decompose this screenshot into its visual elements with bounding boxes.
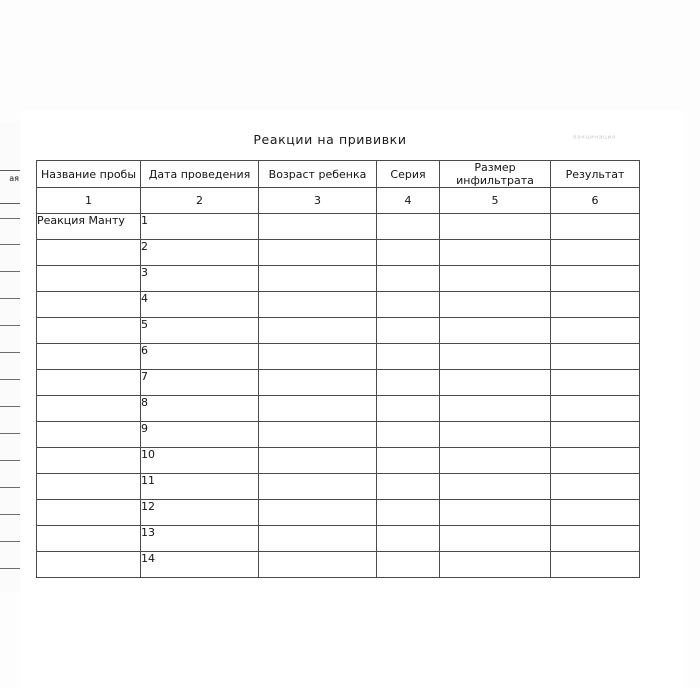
table-row [37,448,640,474]
table-row [37,526,640,552]
cell-child-age [259,474,377,500]
table-body [37,214,640,578]
cell-row-number: 3 [141,266,259,292]
cell-test-name [37,318,141,344]
cell-series [377,422,440,448]
cell-result [551,240,640,266]
table-column-number-row [37,188,640,214]
cell-row-number: 10 [141,448,259,474]
table-row [37,344,640,370]
cell-row-number: 8 [141,396,259,422]
column-header-date: Дата проведения [141,161,259,188]
cell-test-name [37,526,141,552]
page-title: Реакции на прививки [253,132,407,147]
cell-test-name [37,500,141,526]
cell-infiltrate-size [440,370,551,396]
column-header-infiltrate-size: Размер инфильтрата [440,161,551,188]
cell-result [551,552,640,578]
column-header-child-age: Возраст ребенка [259,161,377,188]
cell-test-name [37,344,141,370]
cell-test-name [37,292,141,318]
table-row [37,214,640,240]
cell-result [551,396,640,422]
cell-test-name [37,266,141,292]
cell-result [551,266,640,292]
cell-child-age [259,266,377,292]
cell-infiltrate-size [440,500,551,526]
cell-series [377,526,440,552]
cell-infiltrate-size [440,292,551,318]
cell-series [377,474,440,500]
column-number-3: 3 [259,188,377,214]
left-page-row-fragment [0,272,21,299]
left-page-row-fragment [0,218,21,245]
cell-child-age [259,318,377,344]
cell-result [551,526,640,552]
cell-child-age [259,344,377,370]
table-row [37,266,640,292]
cell-child-age [259,214,377,240]
cell-result [551,422,640,448]
column-header-series: Серия [377,161,440,188]
cell-test-name: Реакция Манту [37,214,141,240]
cell-series [377,240,440,266]
vaccination-reactions-table [36,160,640,578]
cell-test-name [37,240,141,266]
cell-row-number: 7 [141,370,259,396]
cell-row-number: 5 [141,318,259,344]
table-row [37,474,640,500]
table-row [37,396,640,422]
cell-infiltrate-size [440,448,551,474]
cell-child-age [259,448,377,474]
table-row [37,292,640,318]
cell-row-number: 6 [141,344,259,370]
table-header-row [37,161,640,188]
cell-result [551,344,640,370]
cell-row-number: 4 [141,292,259,318]
cell-series [377,370,440,396]
left-page-row-fragment [0,407,21,434]
cell-infiltrate-size [440,422,551,448]
cell-row-number: 2 [141,240,259,266]
column-number-2: 2 [141,188,259,214]
table-row [37,318,640,344]
page-bottom-edge [0,688,700,700]
column-header-result: Результат [551,161,640,188]
cell-test-name [37,396,141,422]
cell-row-number: 12 [141,500,259,526]
left-page-row-fragment [0,326,21,353]
column-number-4: 4 [377,188,440,214]
cell-series [377,500,440,526]
cell-child-age [259,422,377,448]
cell-infiltrate-size [440,214,551,240]
left-page-row-fragment [0,461,21,488]
left-page-row-fragment [0,488,21,515]
cell-result [551,448,640,474]
cell-infiltrate-size [440,526,551,552]
cell-result [551,292,640,318]
print-code-mark: вакцинация [572,134,616,141]
cell-result [551,214,640,240]
cell-row-number: 9 [141,422,259,448]
cell-result [551,474,640,500]
left-page-row-fragment [0,353,21,380]
cell-test-name [37,370,141,396]
cell-series [377,318,440,344]
cell-test-name [37,474,141,500]
table-row [37,422,640,448]
cell-row-number: 13 [141,526,259,552]
cell-infiltrate-size [440,318,551,344]
cell-child-age [259,240,377,266]
cell-result [551,318,640,344]
left-page-cell-fragment: ая [0,170,21,204]
table-row [37,500,640,526]
cell-infiltrate-size [440,396,551,422]
cell-series [377,292,440,318]
cell-test-name [37,448,141,474]
cell-row-number: 1 [141,214,259,240]
left-page-row-fragments [0,218,21,588]
left-page-row-fragment [0,299,21,326]
cell-child-age [259,552,377,578]
cell-series [377,344,440,370]
cell-result [551,370,640,396]
cell-row-number: 14 [141,552,259,578]
column-number-1: 1 [37,188,141,214]
cell-infiltrate-size [440,266,551,292]
cell-child-age [259,396,377,422]
table-row [37,552,640,578]
cell-infiltrate-size [440,474,551,500]
cell-test-name [37,552,141,578]
table-row [37,370,640,396]
left-page-row-fragment [0,380,21,407]
cell-child-age [259,370,377,396]
cell-test-name [37,422,141,448]
cell-child-age [259,500,377,526]
cell-infiltrate-size [440,344,551,370]
cell-series [377,266,440,292]
cell-series [377,214,440,240]
cell-result [551,500,640,526]
column-number-6: 6 [551,188,640,214]
cell-infiltrate-size [440,552,551,578]
left-page-row-fragment [0,542,21,569]
cell-series [377,448,440,474]
column-header-test-name: Название пробы [37,161,141,188]
left-page-row-fragment [0,245,21,272]
cell-row-number: 11 [141,474,259,500]
cell-series [377,552,440,578]
cell-child-age [259,526,377,552]
left-page-row-fragment [0,434,21,461]
cell-infiltrate-size [440,240,551,266]
column-number-5: 5 [440,188,551,214]
table-row [37,240,640,266]
cell-child-age [259,292,377,318]
cell-series [377,396,440,422]
left-page-row-fragment [0,515,21,542]
